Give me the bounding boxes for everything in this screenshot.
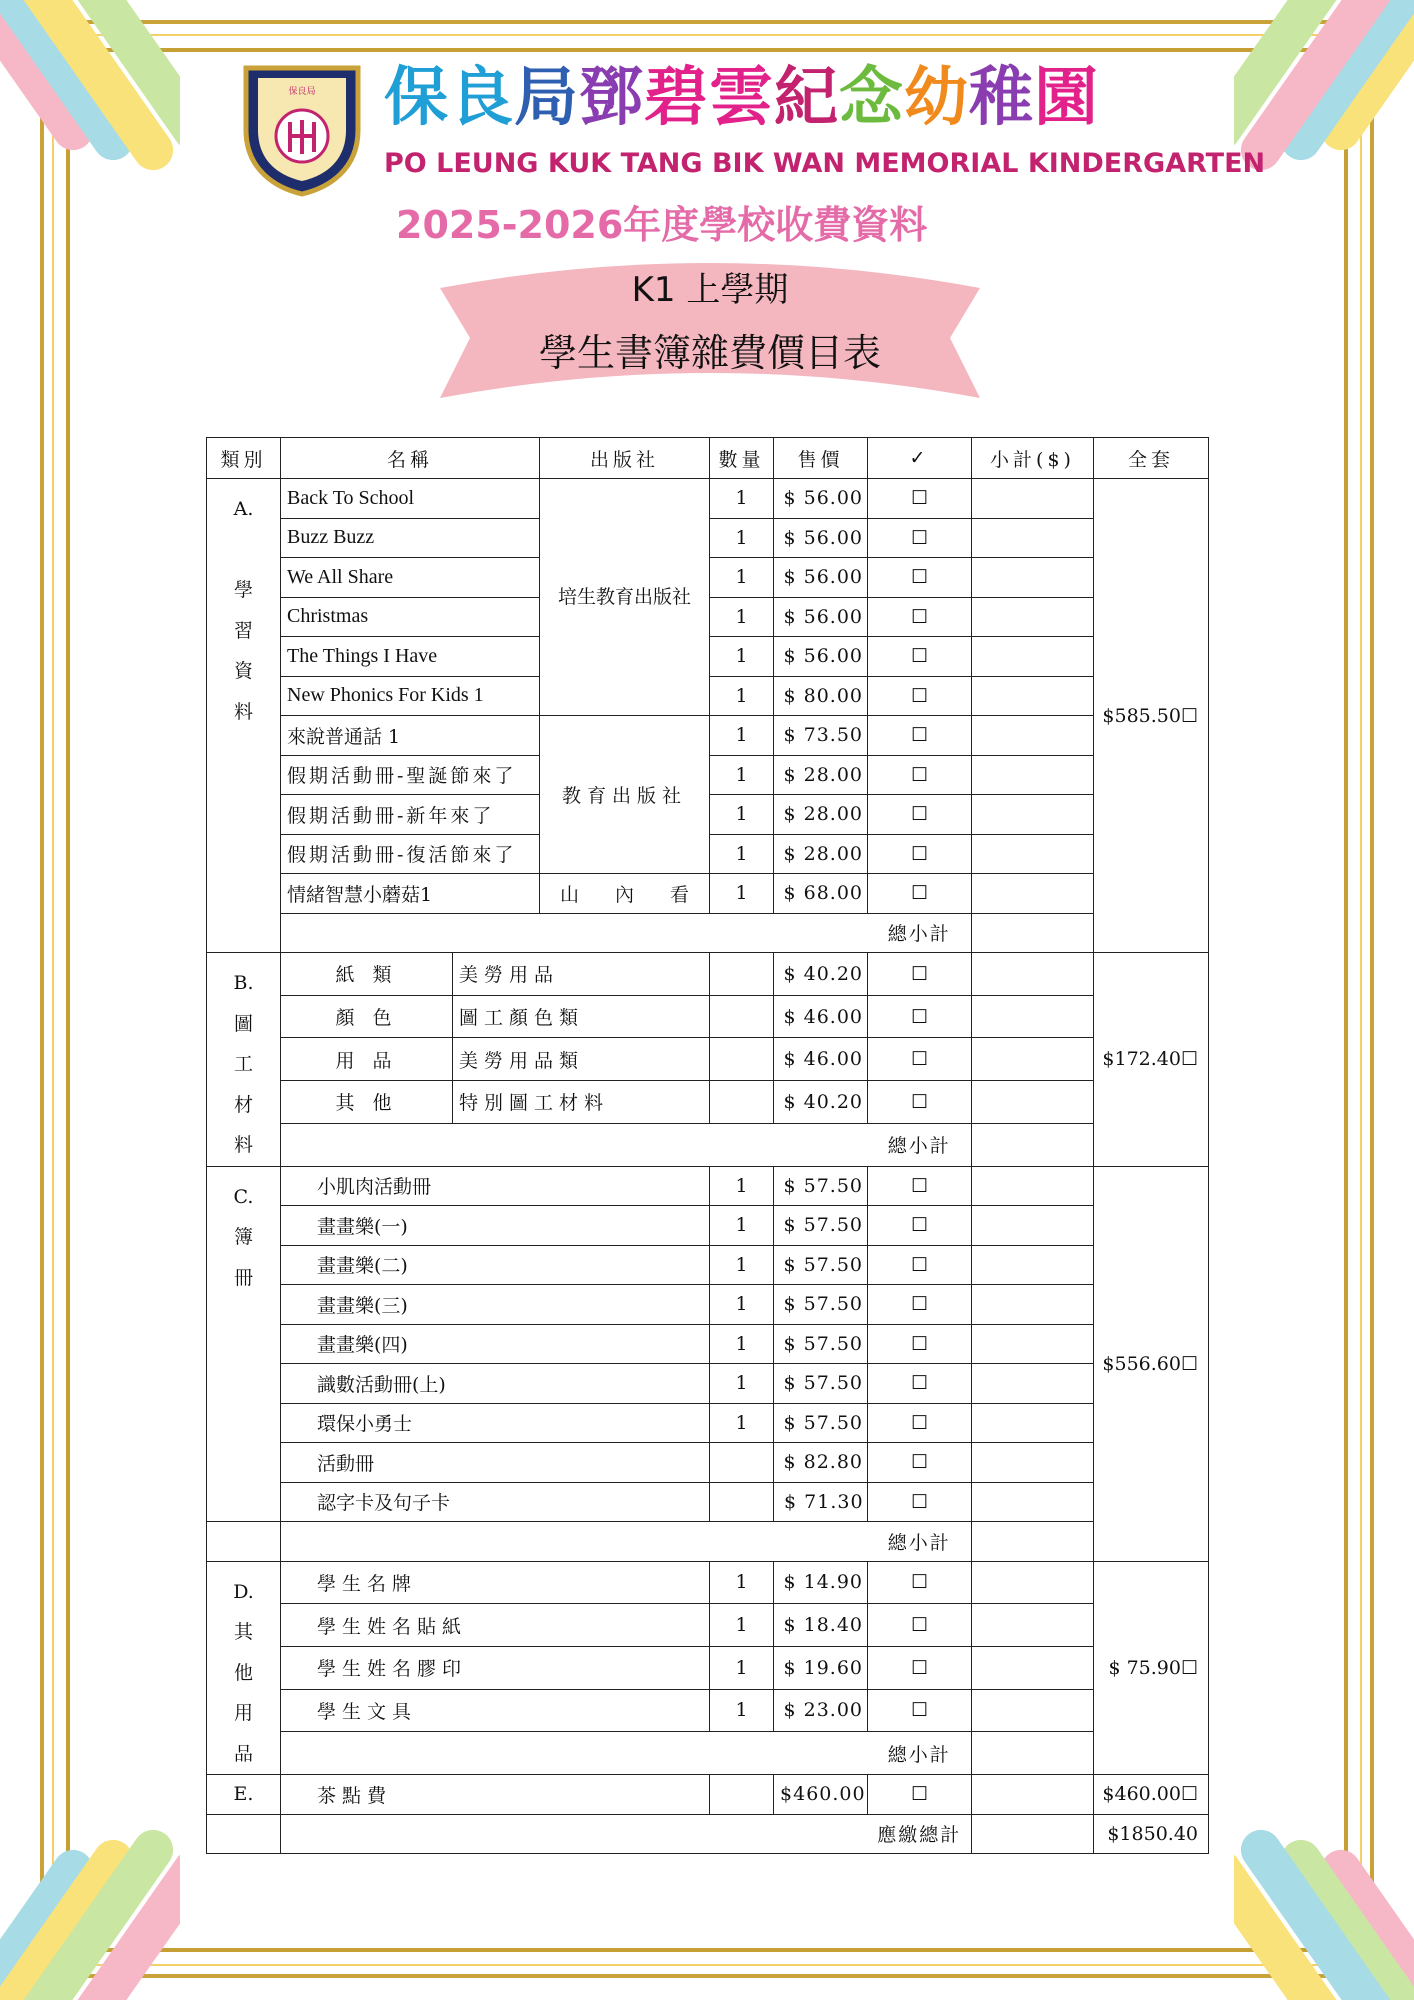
item-qty: 1 (710, 558, 774, 598)
item-name: 假期活動冊-復活節來了 (281, 834, 540, 874)
table-row (207, 1206, 1209, 1246)
crest-lettering: 保良局 (288, 87, 316, 97)
table-row (207, 953, 1209, 996)
school-name-en: PO LEUNG KUK TANG BIK WAN MEMORIAL KINDERGARTEN (384, 148, 1266, 179)
item-checkbox[interactable]: ☐ (868, 518, 972, 558)
item-name: 畫畫樂(三) (281, 1285, 710, 1325)
item-qty (710, 953, 774, 996)
item-qty (710, 1443, 774, 1483)
item-name: Back To School (281, 479, 540, 519)
school-name-char: 鄧 (579, 61, 644, 135)
item-checkbox[interactable]: ☐ (868, 1689, 972, 1732)
set-price-c[interactable]: $556.60☐ (1094, 1166, 1209, 1561)
set-price-e[interactable]: $460.00☐ (1094, 1775, 1209, 1815)
item-qty: 1 (710, 755, 774, 795)
item-qty: 1 (710, 716, 774, 756)
header-category: 類別 (207, 438, 281, 479)
item-price: $ 56.00 (774, 479, 868, 519)
item-checkbox[interactable]: ☐ (868, 1403, 972, 1443)
subtotal-row (207, 913, 1209, 953)
item-subtotal[interactable] (972, 1646, 1094, 1689)
item-checkbox[interactable]: ☐ (868, 1604, 972, 1647)
item-subtotal[interactable] (972, 874, 1094, 914)
item-name: 來說普通話 1 (281, 716, 540, 756)
item-price: $ 57.50 (774, 1324, 868, 1364)
item-name: 茶點費 (281, 1775, 710, 1815)
item-qty: 1 (710, 1245, 774, 1285)
item-name: 識數活動冊(上) (281, 1364, 710, 1404)
item-price: $ 40.20 (774, 953, 868, 996)
item-price: $ 18.40 (774, 1604, 868, 1647)
item-checkbox[interactable]: ☐ (868, 1561, 972, 1604)
item-checkbox[interactable]: ☐ (868, 1245, 972, 1285)
corner-decoration-top-left (0, 0, 180, 180)
table-row (207, 1775, 1209, 1815)
item-name: 美勞用品 (453, 953, 710, 996)
item-qty (710, 1775, 774, 1815)
item-price: $ 46.00 (774, 995, 868, 1038)
item-subtotal[interactable] (972, 716, 1094, 756)
header-publisher: 出版社 (540, 438, 710, 479)
item-name: We All Share (281, 558, 540, 598)
item-subtotal[interactable] (972, 755, 1094, 795)
item-subtotal[interactable] (972, 1081, 1094, 1124)
item-price: $ 57.50 (774, 1245, 868, 1285)
item-qty: 1 (710, 1689, 774, 1732)
header-check: ✓ (868, 438, 972, 479)
subtotal-label: 總小計 (868, 1123, 972, 1166)
item-checkbox[interactable]: ☐ (868, 953, 972, 996)
category-letter: A. (233, 498, 254, 520)
item-checkbox[interactable]: ☐ (868, 874, 972, 914)
section-subtotal[interactable] (972, 1123, 1094, 1166)
table-row (207, 1038, 1209, 1081)
table-row (207, 716, 1209, 756)
item-checkbox[interactable]: ☐ (868, 1775, 972, 1815)
table-row (207, 995, 1209, 1038)
item-price: $ 56.00 (774, 597, 868, 637)
school-name-char: 幼 (904, 61, 969, 135)
item-qty: 1 (710, 518, 774, 558)
item-name: 活動冊 (281, 1443, 710, 1483)
item-checkbox[interactable]: ☐ (868, 1081, 972, 1124)
table-row (207, 1482, 1209, 1522)
item-price: $ 68.00 (774, 874, 868, 914)
item-subtotal[interactable] (972, 795, 1094, 835)
item-checkbox[interactable]: ☐ (868, 755, 972, 795)
item-subtotal[interactable] (972, 1689, 1094, 1732)
item-subtotal[interactable] (972, 1166, 1094, 1206)
category-letter: B. (233, 972, 254, 994)
category-d (207, 1561, 281, 1775)
header-subtotal: 小計($) (972, 438, 1094, 479)
item-name: 美勞用品類 (453, 1038, 710, 1081)
item-checkbox[interactable]: ☐ (868, 1038, 972, 1081)
table-row (207, 874, 1209, 914)
item-qty: 1 (710, 1646, 774, 1689)
item-qty: 1 (710, 1206, 774, 1246)
school-name-char: 園 (1034, 61, 1099, 135)
header-price: 售價 (774, 438, 868, 479)
header-set: 全套 (1094, 438, 1209, 479)
subtotal-row (207, 1522, 1209, 1562)
section-subtotal[interactable] (972, 1732, 1094, 1775)
set-price-b[interactable]: $172.40☐ (1094, 953, 1209, 1167)
table-row (207, 479, 1209, 519)
item-qty: 1 (710, 874, 774, 914)
item-price: $460.00 (774, 1775, 868, 1815)
item-qty: 1 (710, 834, 774, 874)
item-name: Christmas (281, 597, 540, 637)
item-subtotal[interactable] (972, 1324, 1094, 1364)
header-name: 名稱 (281, 438, 540, 479)
item-qty: 1 (710, 676, 774, 716)
item-name: 特別圖工材料 (453, 1081, 710, 1124)
item-qty: 1 (710, 1364, 774, 1404)
table-row (207, 1443, 1209, 1483)
school-name-char: 保 (384, 61, 449, 135)
table-row (207, 1364, 1209, 1404)
item-name: 圖工顏色類 (453, 995, 710, 1038)
item-name: 認字卡及句子卡 (281, 1482, 710, 1522)
category-b (207, 953, 281, 1167)
table-row (207, 1689, 1209, 1732)
item-qty: 1 (710, 479, 774, 519)
item-qty: 1 (710, 1324, 774, 1364)
publisher-shan: 山 內 看 (540, 874, 710, 914)
grand-total-row (207, 1814, 1209, 1854)
table-row (207, 1604, 1209, 1647)
item-subtotal[interactable] (972, 558, 1094, 598)
item-subtotal[interactable] (972, 1604, 1094, 1647)
item-subtotal[interactable] (972, 834, 1094, 874)
category-e: E. (207, 1775, 281, 1815)
table-row (207, 1245, 1209, 1285)
category-c (207, 1166, 281, 1522)
table-row (207, 1166, 1209, 1206)
item-checkbox[interactable]: ☐ (868, 1364, 972, 1404)
item-price: $ 56.00 (774, 637, 868, 677)
category-label: 圖工材料 (233, 1012, 253, 1156)
item-qty: 1 (710, 1166, 774, 1206)
table-row (207, 1081, 1209, 1124)
school-name-char: 碧 (644, 61, 709, 135)
subtotal-label: 總小計 (868, 1732, 972, 1775)
item-name: New Phonics For Kids 1 (281, 676, 540, 716)
item-price: $ 57.50 (774, 1364, 868, 1404)
item-price: $ 28.00 (774, 755, 868, 795)
banner-term: K1 上學期 (631, 270, 789, 310)
item-qty (710, 1038, 774, 1081)
item-checkbox[interactable]: ☐ (868, 1324, 972, 1364)
section-subtotal[interactable] (972, 913, 1094, 953)
material-type: 其 他 (281, 1081, 453, 1124)
item-price: $ 71.30 (774, 1482, 868, 1522)
publisher-education: 教育出版社 (540, 716, 710, 874)
table-row (207, 1324, 1209, 1364)
item-qty (710, 1482, 774, 1522)
item-checkbox[interactable]: ☐ (868, 1646, 972, 1689)
item-price: $ 14.90 (774, 1561, 868, 1604)
grand-total-label: 應繳總計 (868, 1814, 972, 1854)
item-subtotal[interactable] (972, 953, 1094, 996)
set-price-d[interactable]: $ 75.90☐ (1094, 1561, 1209, 1775)
item-price: $ 57.50 (774, 1403, 868, 1443)
item-name: 情緒智慧小蘑菇1 (281, 874, 540, 914)
item-name: 環保小勇士 (281, 1403, 710, 1443)
material-type: 紙 類 (281, 953, 453, 996)
table-row (207, 1561, 1209, 1604)
item-subtotal[interactable] (972, 1482, 1094, 1522)
table-row (207, 1646, 1209, 1689)
subtotal-row (207, 1732, 1209, 1775)
item-subtotal[interactable] (972, 1561, 1094, 1604)
item-subtotal[interactable] (972, 1038, 1094, 1081)
item-name: 畫畫樂(二) (281, 1245, 710, 1285)
category-a (207, 479, 281, 953)
item-subtotal[interactable] (972, 1285, 1094, 1325)
item-name: 小肌肉活動冊 (281, 1166, 710, 1206)
section-subtotal[interactable] (972, 1522, 1094, 1562)
item-price: $ 73.50 (774, 716, 868, 756)
item-checkbox[interactable]: ☐ (868, 995, 972, 1038)
item-price: $ 40.20 (774, 1081, 868, 1124)
item-qty: 1 (710, 1561, 774, 1604)
fee-info-title: 2025-2026年度學校收費資料 (396, 203, 928, 247)
item-qty: 1 (710, 597, 774, 637)
item-qty: 1 (710, 1285, 774, 1325)
item-checkbox[interactable]: ☐ (868, 558, 972, 598)
item-price: $ 23.00 (774, 1689, 868, 1732)
item-name: 學生文具 (281, 1689, 710, 1732)
item-qty: 1 (710, 1604, 774, 1647)
item-price: $ 56.00 (774, 518, 868, 558)
item-checkbox[interactable]: ☐ (868, 1166, 972, 1206)
school-crest-logo (238, 60, 366, 198)
item-checkbox[interactable]: ☐ (868, 834, 972, 874)
table-header-row (207, 438, 1209, 479)
grand-total-value: $1850.40 (1094, 1814, 1209, 1854)
table-row (207, 1403, 1209, 1443)
item-price: $ 80.00 (774, 676, 868, 716)
banner-title: 學生書簿雜費價目表 (538, 331, 881, 375)
item-subtotal[interactable] (972, 518, 1094, 558)
item-qty: 1 (710, 795, 774, 835)
item-subtotal[interactable] (972, 597, 1094, 637)
school-name-char: 局 (514, 61, 579, 135)
item-qty: 1 (710, 1403, 774, 1443)
subtotal-row (207, 1123, 1209, 1166)
publisher-pearson: 培生教育出版社 (540, 479, 710, 716)
item-price: $ 57.50 (774, 1285, 868, 1325)
school-name-zh (384, 58, 1099, 138)
school-name-char: 良 (449, 61, 514, 135)
item-price: $ 28.00 (774, 834, 868, 874)
item-name: 學生名牌 (281, 1561, 710, 1604)
item-price: $ 57.50 (774, 1166, 868, 1206)
item-name: 學生姓名貼紙 (281, 1604, 710, 1647)
item-name: 學生姓名膠印 (281, 1646, 710, 1689)
table-row (207, 1285, 1209, 1325)
item-qty (710, 1081, 774, 1124)
item-price: $ 57.50 (774, 1206, 868, 1246)
item-checkbox[interactable]: ☐ (868, 1443, 972, 1483)
header-qty: 數量 (710, 438, 774, 479)
school-name-char: 雲 (709, 61, 774, 135)
item-checkbox[interactable]: ☐ (868, 795, 972, 835)
item-subtotal[interactable] (972, 637, 1094, 677)
item-qty (710, 995, 774, 1038)
item-name: 畫畫樂(一) (281, 1206, 710, 1246)
category-letter: C. (233, 1185, 254, 1208)
item-subtotal[interactable] (972, 676, 1094, 716)
category-label: 簿冊 (233, 1226, 253, 1289)
item-price: $ 28.00 (774, 795, 868, 835)
item-price: $ 19.60 (774, 1646, 868, 1689)
item-checkbox[interactable]: ☐ (868, 1285, 972, 1325)
material-type: 用 品 (281, 1038, 453, 1081)
item-checkbox[interactable]: ☐ (868, 1206, 972, 1246)
material-type: 顏 色 (281, 995, 453, 1038)
item-price: $ 82.80 (774, 1443, 868, 1483)
fee-table (206, 437, 1209, 1854)
item-subtotal[interactable] (972, 1443, 1094, 1483)
item-subtotal[interactable] (972, 479, 1094, 519)
corner-decoration-bottom-left (0, 1820, 180, 2000)
item-name: 假期活動冊-新年來了 (281, 795, 540, 835)
set-price-a[interactable]: $585.50☐ (1094, 479, 1209, 953)
item-subtotal[interactable] (972, 1775, 1094, 1815)
item-checkbox[interactable]: ☐ (868, 637, 972, 677)
item-checkbox[interactable]: ☐ (868, 1482, 972, 1522)
item-subtotal[interactable] (972, 1403, 1094, 1443)
item-price: $ 56.00 (774, 558, 868, 598)
category-letter: D. (233, 1580, 254, 1603)
item-name: 假期活動冊-聖誕節來了 (281, 755, 540, 795)
item-name: The Things I Have (281, 637, 540, 677)
item-subtotal[interactable] (972, 1364, 1094, 1404)
item-checkbox[interactable]: ☐ (868, 479, 972, 519)
corner-decoration-bottom-right (1234, 1820, 1414, 2000)
item-name: 畫畫樂(四) (281, 1324, 710, 1364)
item-checkbox[interactable]: ☐ (868, 676, 972, 716)
item-checkbox[interactable]: ☐ (868, 597, 972, 637)
item-checkbox[interactable]: ☐ (868, 716, 972, 756)
item-subtotal[interactable] (972, 995, 1094, 1038)
category-label: 學習資料 (233, 579, 253, 723)
item-name: Buzz Buzz (281, 518, 540, 558)
school-name-char: 紀 (774, 61, 839, 135)
item-subtotal[interactable] (972, 1206, 1094, 1246)
school-name-char: 念 (839, 61, 904, 135)
item-price: $ 46.00 (774, 1038, 868, 1081)
item-qty: 1 (710, 637, 774, 677)
item-subtotal[interactable] (972, 1245, 1094, 1285)
school-name-char: 稚 (969, 61, 1034, 135)
subtotal-label: 總小計 (868, 913, 972, 953)
category-label: 其他用品 (233, 1621, 253, 1765)
subtotal-label: 總小計 (868, 1522, 972, 1562)
